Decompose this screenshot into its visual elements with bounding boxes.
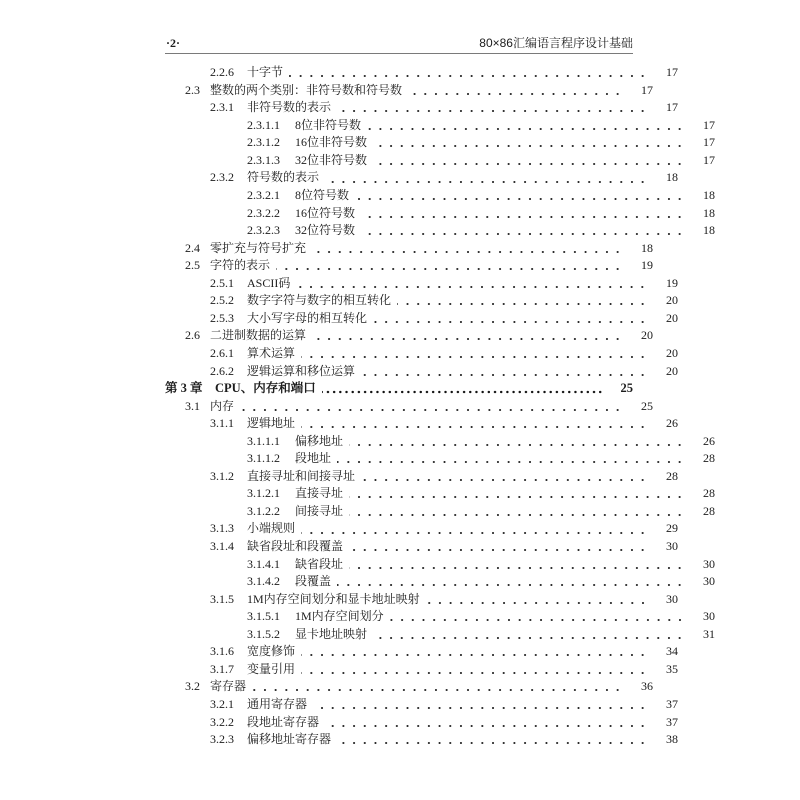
- section-title: 8位符号数: [295, 188, 350, 203]
- dot-leader: [276, 257, 623, 275]
- dot-leader: [325, 714, 648, 732]
- section-title: 32位符号数: [295, 223, 356, 238]
- section-number: 3.1.3: [210, 521, 234, 536]
- section-title: ASCII码: [247, 275, 291, 290]
- running-book-title: 80×86汇编语言程序设计基础: [479, 36, 633, 50]
- section-number: 3.1.6: [210, 644, 234, 659]
- toc-entry: [165, 503, 715, 521]
- dot-leader: [301, 345, 648, 363]
- dot-leader: [349, 485, 685, 503]
- section-number: 3.1.7: [210, 661, 234, 676]
- section-number: 3.1.5.2: [247, 626, 280, 641]
- toc-entry: [165, 538, 678, 556]
- dot-leader: [373, 152, 685, 170]
- section-number: 2.3.1.2: [247, 135, 280, 150]
- toc-entry: [165, 82, 653, 100]
- page-number: 30: [666, 539, 678, 554]
- page-number: 20: [666, 363, 678, 378]
- section-number: 2.3.1.3: [247, 152, 280, 167]
- toc-entry: [165, 433, 715, 451]
- section-title: 大小写字母的相互转化: [247, 310, 368, 325]
- page-number: 29: [666, 521, 678, 536]
- section-title: 通用寄存器: [247, 696, 308, 711]
- page-number: 38: [666, 732, 678, 747]
- dot-leader: [296, 275, 648, 293]
- section-title: 逻辑地址: [247, 416, 296, 431]
- page-number: 18: [703, 223, 715, 238]
- page-number: 30: [703, 556, 715, 571]
- toc-entry: [165, 608, 715, 626]
- page-number: 20: [666, 345, 678, 360]
- toc-list: [165, 64, 715, 754]
- section-title: 符号数的表示: [247, 170, 320, 185]
- section-number: 2.2.6: [210, 65, 234, 80]
- toc-entry: [165, 678, 653, 696]
- page-number: 20: [666, 310, 678, 325]
- toc-entry: [165, 257, 653, 275]
- section-title: 小端规则: [247, 521, 296, 536]
- section-number: 3.1.4.1: [247, 556, 280, 571]
- section-title: 16位非符号数: [295, 135, 368, 150]
- page-number: 28: [703, 451, 715, 466]
- dot-leader: [349, 503, 685, 521]
- page-number: 19: [641, 258, 653, 273]
- dot-leader: [337, 573, 685, 591]
- toc-entry: [165, 345, 678, 363]
- header-rule: [165, 53, 633, 54]
- section-number: 2.3.2.3: [247, 223, 280, 238]
- page-number: 37: [666, 696, 678, 711]
- page-number: 28: [703, 486, 715, 501]
- section-title: 整数的两个类别：非符号数和符号数: [210, 82, 403, 97]
- toc-entry: [165, 99, 678, 117]
- running-page-number: ·2·: [166, 36, 181, 50]
- toc-entry: [165, 169, 678, 187]
- dot-leader: [361, 205, 685, 223]
- dot-leader: [301, 415, 648, 433]
- toc-entry: [165, 468, 678, 486]
- section-title: 显卡地址映射: [295, 626, 368, 641]
- toc-entry: [165, 240, 653, 258]
- section-title: 8位非符号数: [295, 117, 362, 132]
- section-number: 3.2.1: [210, 696, 234, 711]
- section-number: 2.4: [185, 240, 200, 255]
- dot-leader: [390, 608, 685, 626]
- dot-leader: [301, 643, 648, 661]
- toc-entry: [165, 205, 715, 223]
- toc-entry: [165, 626, 715, 644]
- page-number: 37: [666, 714, 678, 729]
- section-title: 非符号数的表示: [247, 100, 332, 115]
- section-title: 寄存器: [210, 679, 247, 694]
- page-number: 17: [666, 100, 678, 115]
- dot-leader: [361, 363, 648, 381]
- page-number: 31: [703, 626, 715, 641]
- section-title: 宽度修饰: [247, 644, 296, 659]
- section-number: 2.3.2.1: [247, 188, 280, 203]
- toc-entry: [165, 152, 715, 170]
- section-title: 十字节: [247, 65, 284, 80]
- section-number: 3.1.4: [210, 539, 234, 554]
- section-title: 段覆盖: [295, 574, 332, 589]
- section-title: 偏移地址寄存器: [247, 732, 332, 747]
- toc-entry: [165, 363, 678, 381]
- page-number: 18: [703, 188, 715, 203]
- toc-entry: [165, 556, 715, 574]
- page-number: 30: [703, 609, 715, 624]
- section-title: 逻辑运算和移位运算: [247, 363, 356, 378]
- toc-entry: [165, 415, 678, 433]
- section-title: 变量引用: [247, 661, 296, 676]
- section-number: 3.1.1.2: [247, 451, 280, 466]
- section-number: 3.1.2.2: [247, 503, 280, 518]
- section-number: 2.3.2: [210, 170, 234, 185]
- section-number: 2.5.1: [210, 275, 234, 290]
- page-number: 30: [703, 574, 715, 589]
- section-number: 2.3.2.2: [247, 205, 280, 220]
- section-title: 偏移地址: [295, 433, 344, 448]
- toc-entry: [165, 485, 715, 503]
- dot-leader: [397, 292, 648, 310]
- page-number: 25: [620, 381, 633, 396]
- section-number: 2.6.2: [210, 363, 234, 378]
- dot-leader: [337, 99, 648, 117]
- page-number: 26: [703, 433, 715, 448]
- page-number: 17: [641, 82, 653, 97]
- page-number: 18: [703, 205, 715, 220]
- section-number: 2.5.3: [210, 310, 234, 325]
- section-number: 3.1: [185, 398, 200, 413]
- page-number: 17: [703, 135, 715, 150]
- dot-leader: [373, 310, 648, 328]
- dot-leader: [361, 222, 685, 240]
- section-number: 2.5: [185, 258, 200, 273]
- section-number: 2.3: [185, 82, 200, 97]
- dot-leader: [408, 82, 623, 100]
- section-number: 3.1.1.1: [247, 433, 280, 448]
- dot-leader: [325, 169, 648, 187]
- section-title: 字符的表示: [210, 258, 271, 273]
- page-number: 20: [641, 328, 653, 343]
- section-title: CPU、内存和端口: [215, 381, 316, 396]
- toc-entry: [165, 398, 653, 416]
- toc-entry: [165, 591, 678, 609]
- page-number: 18: [641, 240, 653, 255]
- dot-leader: [349, 556, 685, 574]
- section-title: 间接寻址: [295, 503, 344, 518]
- page-number: 35: [666, 661, 678, 676]
- dot-leader: [355, 187, 685, 205]
- section-number: 2.6: [185, 328, 200, 343]
- dot-leader: [361, 468, 648, 486]
- toc-entry: [165, 222, 715, 240]
- toc-entry: [165, 714, 678, 732]
- dot-leader: [322, 380, 603, 398]
- section-number: 3.1.2: [210, 468, 234, 483]
- page-number: 26: [666, 416, 678, 431]
- dot-leader: [313, 696, 648, 714]
- dot-leader: [312, 240, 623, 258]
- dot-leader: [337, 731, 648, 749]
- section-title: 32位非符号数: [295, 152, 368, 167]
- page-number: 19: [666, 275, 678, 290]
- section-number: 3.1.2.1: [247, 486, 280, 501]
- section-title: 1M内存空间划分: [295, 609, 384, 624]
- toc-entry: [165, 134, 715, 152]
- toc-entry: [165, 117, 715, 135]
- toc-entry: [165, 327, 653, 345]
- section-title: 缺省段址和段覆盖: [247, 539, 344, 554]
- section-number: 2.6.1: [210, 345, 234, 360]
- section-title: 数字字符与数字的相互转化: [247, 293, 392, 308]
- page-number: 17: [703, 152, 715, 167]
- dot-leader: [240, 398, 623, 416]
- section-number: 2.3.1: [210, 100, 234, 115]
- section-number: 3.1.1: [210, 416, 234, 431]
- section-title: 16位符号数: [295, 205, 356, 220]
- dot-leader: [373, 626, 685, 644]
- section-number: 3.1.5: [210, 591, 234, 606]
- dot-leader: [367, 117, 685, 135]
- dot-leader: [337, 450, 685, 468]
- dot-leader: [349, 433, 685, 451]
- page-number: 36: [641, 679, 653, 694]
- section-title: 内存: [210, 398, 235, 413]
- section-title: 二进制数据的运算: [210, 328, 307, 343]
- section-number: 3.2: [185, 679, 200, 694]
- dot-leader: [301, 520, 648, 538]
- dot-leader: [426, 591, 648, 609]
- toc-entry: [165, 520, 678, 538]
- toc-entry: [165, 450, 715, 468]
- toc-entry: [165, 292, 678, 310]
- section-number: 2.5.2: [210, 293, 234, 308]
- section-title: 直接寻址: [295, 486, 344, 501]
- section-title: 零扩充与符号扩充: [210, 240, 307, 255]
- section-title: 1M内存空间划分和显卡地址映射: [247, 591, 420, 606]
- section-title: 算术运算: [247, 345, 296, 360]
- section-title: 缺省段址: [295, 556, 344, 571]
- page-number: 20: [666, 293, 678, 308]
- page-number: 17: [666, 65, 678, 80]
- dot-leader: [289, 64, 648, 82]
- toc-entry: [165, 661, 678, 679]
- page-number: 18: [666, 170, 678, 185]
- section-number: 3.1.5.1: [247, 609, 280, 624]
- section-title: 段地址: [295, 451, 332, 466]
- page-number: 30: [666, 591, 678, 606]
- dot-leader: [252, 678, 623, 696]
- section-number: 2.3.1.1: [247, 117, 280, 132]
- toc-entry: [165, 696, 678, 714]
- toc-entry: [165, 64, 678, 82]
- toc-entry: [165, 573, 715, 591]
- page-number: 17: [703, 117, 715, 132]
- dot-leader: [312, 327, 623, 345]
- section-number: 3.2.2: [210, 714, 234, 729]
- dot-leader: [349, 538, 648, 556]
- dot-leader: [301, 661, 648, 679]
- toc-entry: [165, 275, 678, 293]
- section-number: 3.1.4.2: [247, 574, 280, 589]
- section-number: 第 3 章: [165, 381, 203, 396]
- dot-leader: [373, 134, 685, 152]
- page-number: 34: [666, 644, 678, 659]
- page-number: 28: [703, 503, 715, 518]
- page-number: 28: [666, 468, 678, 483]
- section-title: 段地址寄存器: [247, 714, 320, 729]
- toc-entry: [165, 310, 678, 328]
- page-number: 25: [641, 398, 653, 413]
- toc-entry: [165, 731, 678, 749]
- section-title: 直接寻址和间接寻址: [247, 468, 356, 483]
- toc-entry: [165, 187, 715, 205]
- section-number: 3.2.3: [210, 732, 234, 747]
- toc-chapter-entry: [165, 380, 633, 398]
- toc-entry: [165, 643, 678, 661]
